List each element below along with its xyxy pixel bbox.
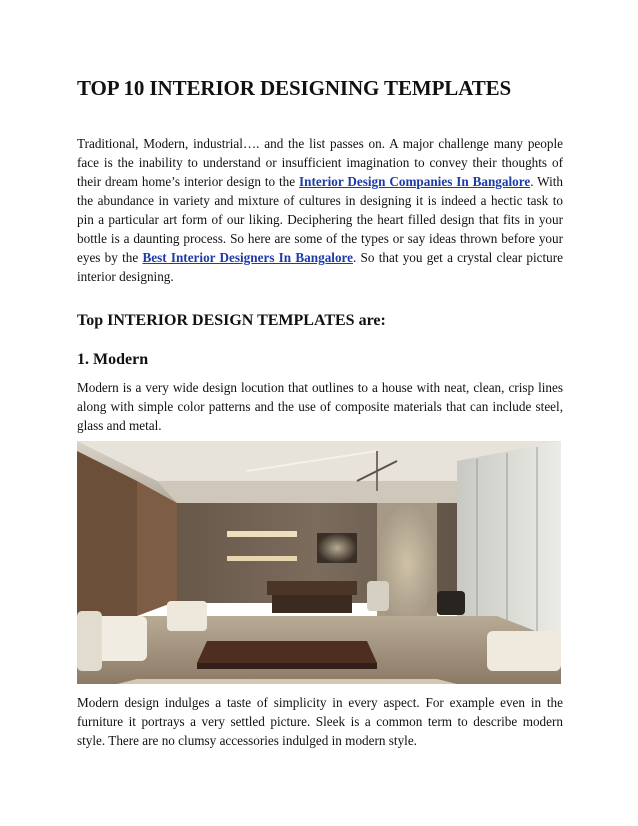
page-title: TOP 10 INTERIOR DESIGNING TEMPLATES: [77, 76, 512, 100]
intro-text-3: . So that you get a crystal clear picture interior designing.: [77, 250, 563, 284]
modern-closing-paragraph: Modern design indulges a taste of simplicity in every aspect. For example even in the furniture it portrays a very settled picture. Sleek is a common term to describe modern style. There are no clumsy accessories indulged in modern style.: [77, 695, 563, 748]
interior-design-companies-link[interactable]: Interior Design Companies In Bangalore: [299, 174, 531, 189]
modern-heading: 1. Modern: [77, 351, 149, 368]
best-interior-designers-link[interactable]: Best Interior Designers In Bangalore: [142, 250, 354, 265]
modern-description: Modern is a very wide design locution that outlines to a house with neat, clean, crisp lines along with simple color patterns and the use of composite materials that can include steel, glass and metal.: [77, 380, 563, 433]
modern-interior-photo: [77, 441, 561, 684]
intro-text-2: . With the abundance in variety and mixture of cultures in designing it is indeed a hectic task to pin a particular art form of our liking. Deciphering the heart filled design that fits in your bottle is a daunting process. So here are some of the types or say ideas thrown before your eyes by the: [77, 174, 564, 265]
intro-paragraph: [77, 134, 563, 286]
templates-heading: Top INTERIOR DESIGN TEMPLATES are:: [77, 312, 386, 329]
intro-text-1: Traditional, Modern, industrial…. and the list passes on. A major challenge many people face is the inability to understand or insufficient imagination to convey their thoughts of their dream home’s interior design to the: [77, 136, 563, 189]
